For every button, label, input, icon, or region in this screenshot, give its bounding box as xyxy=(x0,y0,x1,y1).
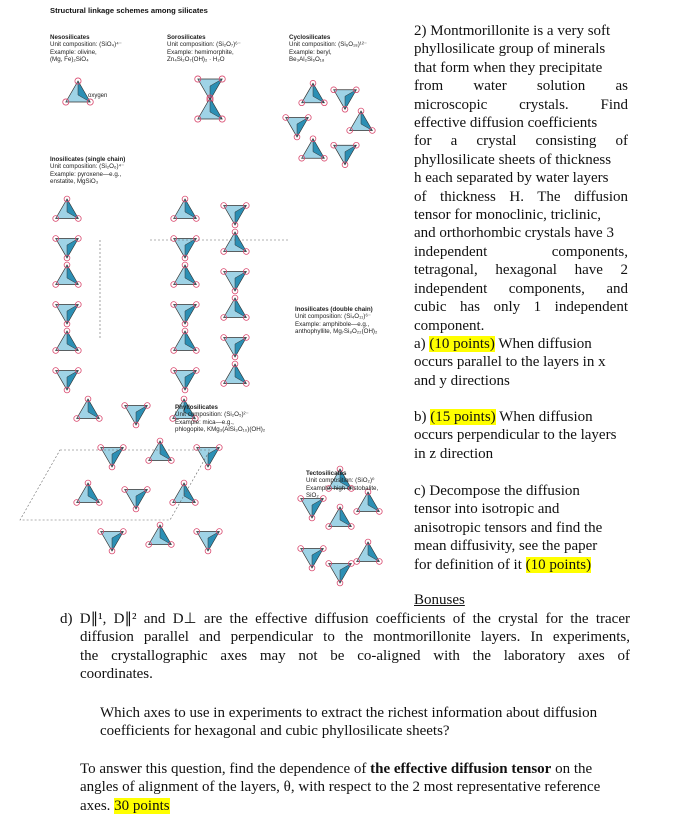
part-b-line2: occurs perpendicular to the layers xyxy=(414,427,617,444)
bonus-points: 30 points xyxy=(114,797,170,814)
phyllosilicates-formula: phlogopite, KMg₃(AlSi₃O₁₀)(OH)₂ xyxy=(175,426,266,434)
sorosilicates-example: Example: hemimorphite, xyxy=(167,48,234,56)
inosilicates-single-unit: Unit composition: (Si₂O₆)⁴⁻ xyxy=(50,163,125,171)
bonus-question xyxy=(100,704,640,741)
q2-line: tetragonal, hexagonal have 2 xyxy=(414,262,628,279)
bonus-question-line2: coefficients for hexagonal and cubic phyllosilicate sheets? xyxy=(100,723,450,740)
nesosilicates-formula: (Mg, Fe)₂SiO₄ xyxy=(50,56,89,64)
cyclosilicates-example: Example: beryl, xyxy=(289,48,332,56)
part-a-line1 xyxy=(414,335,628,353)
cyclosilicates-unit: Unit composition: (Si₆O₁₈)¹²⁻ xyxy=(289,41,368,49)
part-b-points: (15 points) xyxy=(430,409,496,425)
q2-line: from water solution as xyxy=(414,78,628,95)
sorosilicates-formula: Zn₄Si₂O₇(OH)₂ · H₂O xyxy=(167,56,225,64)
q2-line: cubic has only 1 independent xyxy=(414,299,628,316)
silicate-structures-figure xyxy=(0,0,410,600)
q2-line: effective diffusion coefficients xyxy=(414,115,598,132)
phyllosilicates-caption xyxy=(175,404,265,434)
inosilicates-double-formula: anthophyllite, Mg₇Si₈O₂₂(OH)₂ xyxy=(295,328,378,336)
part-c-line5 xyxy=(414,556,628,574)
inosilicates-double-name: Inosilicates (double chain) xyxy=(295,306,373,313)
tectosilicates-formula: SiO₂ xyxy=(306,492,319,500)
part-c xyxy=(414,482,628,574)
bonus-ans-line2: angles of alignment of the layers, θ, with respect to the 2 most representative reference xyxy=(80,779,601,796)
nesosilicates-name: Nesosilicates xyxy=(50,34,90,41)
sorosilicates-name: Sorosilicates xyxy=(167,34,206,41)
nesosilicates-unit: Unit composition: (SiO₄)⁴⁻ xyxy=(50,41,123,49)
q2-line: h each separated by water layers xyxy=(414,170,609,187)
part-d-line4: coordinates. xyxy=(80,666,153,683)
tectosilicates-name: Tectosilicates xyxy=(306,470,347,477)
part-a-line3: and y directions xyxy=(414,372,510,389)
sorosilicates-unit: Unit composition: (Si₂O₇)⁶⁻ xyxy=(167,41,241,49)
q2-line: component. xyxy=(414,317,485,334)
part-d-line2: diffusion parallel and perpendicular to the montmorillonite layers. In experiments, xyxy=(80,629,630,646)
cyclosilicates-formula: Be₃Al₂Si₆O₁₈ xyxy=(289,56,325,64)
question-2 xyxy=(414,22,628,390)
q2-line: of thickness H. The diffusion xyxy=(414,188,628,205)
phyllosilicates-name: Phyllosilicates xyxy=(175,404,218,411)
q2-line: independent components, and xyxy=(414,280,628,297)
bonus-ans-line3 xyxy=(80,797,640,815)
oxygen-label: oxygen xyxy=(88,93,108,99)
bonus-ans-text: To answer this question, find the dependence of xyxy=(80,761,367,777)
cyclosilicates-caption xyxy=(289,34,367,64)
q2-line: for a crystal consisting of xyxy=(414,133,628,150)
part-b-text: When diffusion xyxy=(499,409,593,425)
sorosilicates-caption xyxy=(167,34,241,64)
tectosilicates-caption xyxy=(306,470,378,500)
inosilicates-single-example: Example: pyroxene—e.g., xyxy=(50,170,122,178)
nesosilicates-example: Example: olivine, xyxy=(50,48,97,56)
part-d-line3: the crystallographic axes may not be co-aligned with the laboratory axes of xyxy=(80,647,630,664)
part-a-points: (10 points) xyxy=(429,335,495,352)
bonus-instructions xyxy=(80,760,640,815)
part-b-line1 xyxy=(414,408,628,426)
part-c-line3: anisotropic tensors and find the xyxy=(414,519,603,536)
part-b-line3: in z direction xyxy=(414,445,494,462)
phyllosilicates-example: Example: mica—e.g., xyxy=(175,418,234,426)
part-d xyxy=(60,610,630,684)
inosilicates-double-example: Example: amphibole—e.g., xyxy=(295,320,370,328)
part-a-text: When diffusion xyxy=(498,335,592,352)
tectosilicates-unit: Unit composition: (SiO₂)⁰ xyxy=(306,477,375,485)
nesosilicates-caption xyxy=(50,34,122,64)
part-c-points: (10 points) xyxy=(525,556,592,573)
q2-line: that form when they precipitate xyxy=(414,59,603,76)
bonus-question-line1: Which axes to use in experiments to extract the richest information about diffusion xyxy=(100,705,598,721)
part-c-line1: c) Decompose the diffusion xyxy=(414,483,580,499)
q2-line: tensor for monoclinic, triclinic, xyxy=(414,207,602,224)
inosilicates-single-caption xyxy=(50,156,125,186)
inosilicates-double-unit: Unit composition: (Si₄O₁₁)⁶⁻ xyxy=(295,313,372,321)
cyclosilicates-name: Cyclosilicates xyxy=(289,34,331,41)
part-a-line2: occurs parallel to the layers in x xyxy=(414,354,606,371)
bonus-ans-axes: axes. xyxy=(80,797,111,814)
q2-line: microscopic crystals. Find xyxy=(414,96,628,113)
inosilicates-single-name: Inosilicates (single chain) xyxy=(50,156,126,163)
q2-line: phyllosilicate group of minerals xyxy=(414,41,606,58)
bonuses-heading: Bonuses xyxy=(414,592,465,608)
part-c-text: for definition of it xyxy=(414,556,522,573)
part-a-label: a) xyxy=(414,335,426,352)
bonus-ans-text2: on the xyxy=(555,761,593,777)
phyllosilicates-unit: Unit composition: (Si₂O₅)²⁻ xyxy=(175,411,249,419)
q2-line: and orthorhombic crystals have 3 xyxy=(414,225,614,242)
figure-title: Structural linkage schemes among silicates xyxy=(50,6,208,15)
part-c-line2: tensor into isotropic and xyxy=(414,501,560,518)
bonus-ans-bold: the effective diffusion tensor xyxy=(370,761,552,777)
part-b-label: b) xyxy=(414,409,427,425)
part-d-line1: d) D∥¹, D∥² and D⊥ are the effective diffusion coefficients of the crystal for the tracer xyxy=(60,611,630,627)
part-c-line4: mean diffusivity, see the paper xyxy=(414,538,598,555)
inosilicates-double-caption xyxy=(295,306,377,336)
bonus-ans-line1 xyxy=(80,760,640,778)
q2-line: independent components, xyxy=(414,243,628,260)
tectosilicates-example: Example: high cristobalite, xyxy=(306,484,379,492)
part-b xyxy=(414,408,628,463)
inosilicates-single-formula: enstatite, MgSiO₃ xyxy=(50,178,99,186)
silicate-diagrams xyxy=(0,0,410,600)
q2-line: phyllosilicate sheets of thickness xyxy=(414,151,612,168)
q2-line: 2) Montmorillonite is a very soft xyxy=(414,23,611,39)
